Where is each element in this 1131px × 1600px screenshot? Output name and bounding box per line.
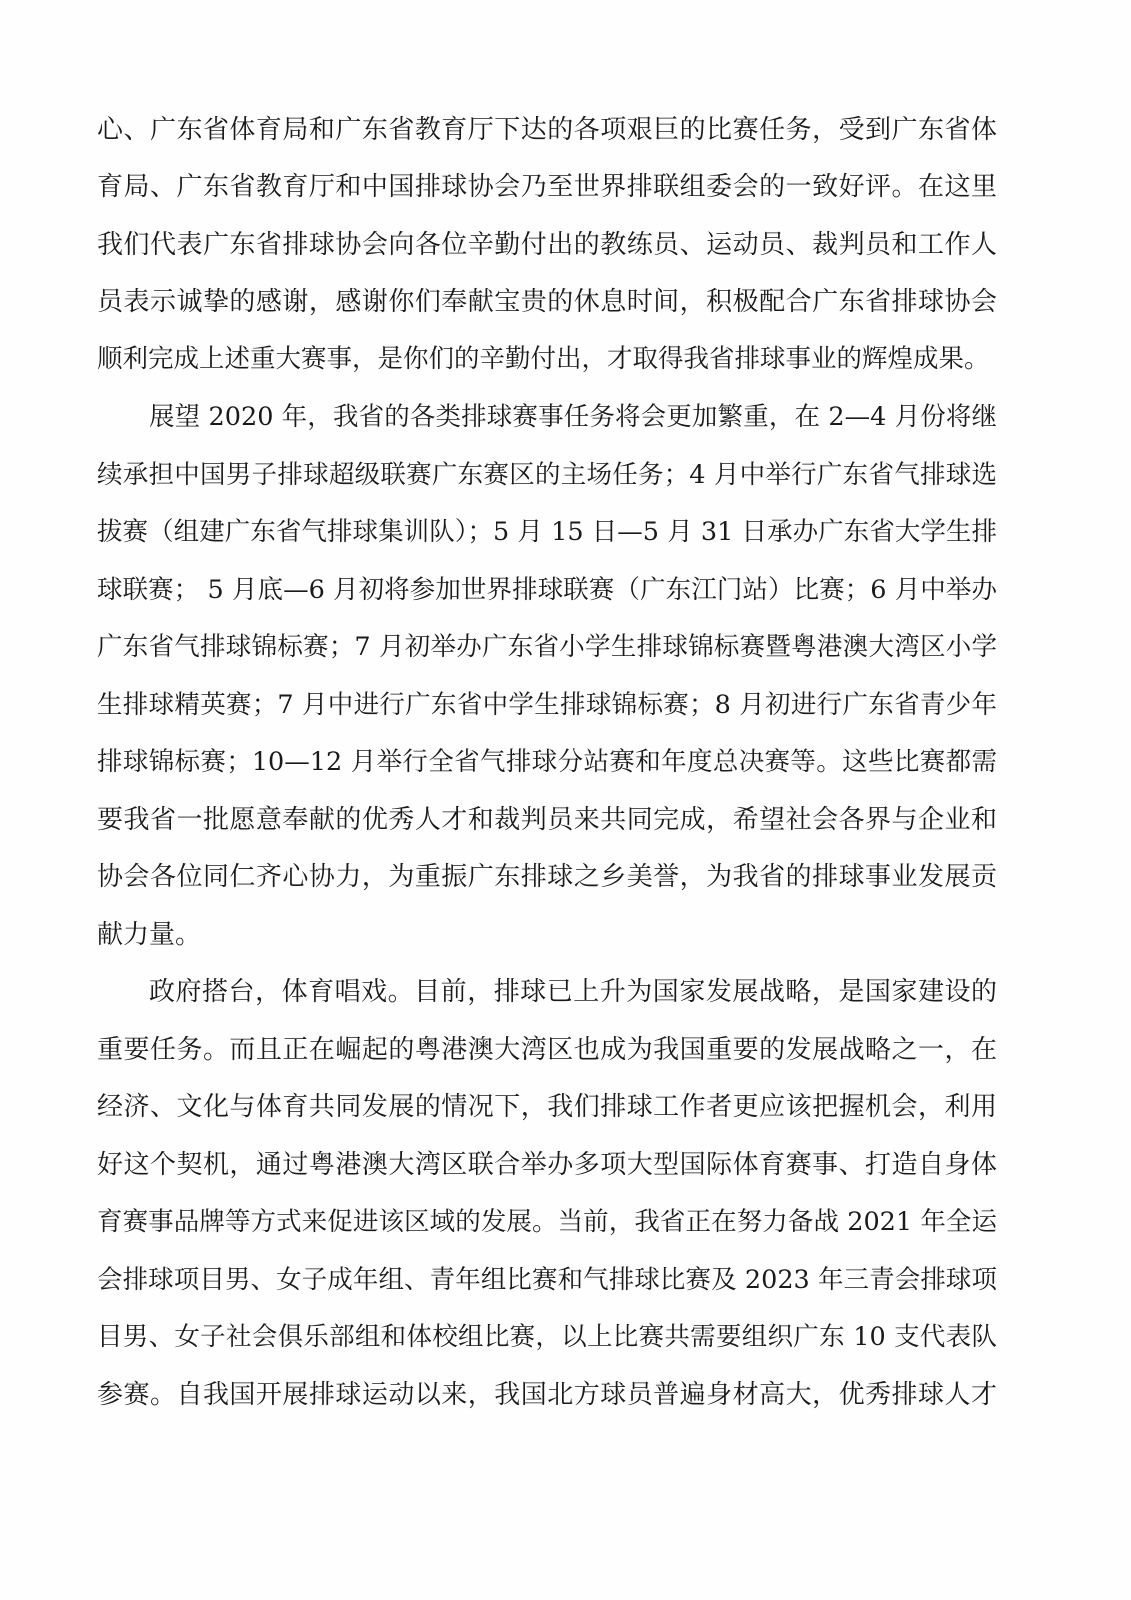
text-line: 广东省气排球锦标赛；7 月初举办广东省小学生排球锦标赛暨粤港澳大湾区小学 xyxy=(97,632,997,662)
text-line: 我们代表广东省排球协会向各位辛勤付出的教练员、运动员、裁判员和工作人 xyxy=(97,230,997,260)
text-line: 要我省一批愿意奉献的优秀人才和裁判员来共同完成，希望社会各界与企业和 xyxy=(97,805,997,835)
text-line: 展望 2020 年，我省的各类排球赛事任务将会更加繁重，在 2—4 月份将继 xyxy=(149,402,997,432)
text-line: 好这个契机，通过粤港澳大湾区联合举办多项大型国际体育赛事、打造自身体 xyxy=(97,1150,997,1180)
text-line: 员表示诚挚的感谢，感谢你们奉献宝贵的休息时间，积极配合广东省排球协会 xyxy=(97,287,997,317)
text-line: 育局、广东省教育厅和中国排球协会乃至世界排联组委会的一致好评。在这里 xyxy=(97,172,997,202)
text-line: 参赛。自我国开展排球运动以来，我国北方球员普遍身材高大，优秀排球人才 xyxy=(97,1380,997,1410)
text-line: 拔赛（组建广东省气排球集训队）；5 月 15 日—5 月 31 日承办广东省大学生排 xyxy=(97,517,997,547)
text-line: 育赛事品牌等方式来促进该区域的发展。当前，我省正在努力备战 2021 年全运 xyxy=(97,1207,997,1237)
text-line: 会排球项目男、女子成年组、青年组比赛和气排球比赛及 2023 年三青会排球项 xyxy=(97,1265,997,1295)
text-line: 生排球精英赛；7 月中进行广东省中学生排球锦标赛；8 月初进行广东省青少年 xyxy=(97,690,997,720)
text-line: 献力量。 xyxy=(97,920,202,950)
text-line: 球联赛； 5 月底—6 月初将参加世界排球联赛（广东江门站）比赛；6 月中举办 xyxy=(97,575,997,605)
text-line: 顺利完成上述重大赛事，是你们的辛勤付出，才取得我省排球事业的辉煌成果。 xyxy=(97,344,990,374)
text-line: 排球锦标赛；10—12 月举行全省气排球分站赛和年度总决赛等。这些比赛都需 xyxy=(97,747,997,777)
text-line: 心、广东省体育局和广东省教育厅下达的各项艰巨的比赛任务，受到广东省体 xyxy=(97,115,997,145)
text-line: 协会各位同仁齐心协力，为重振广东排球之乡美誉，为我省的排球事业发展贡 xyxy=(97,862,997,892)
text-line: 政府搭台，体育唱戏。目前，排球已上升为国家发展战略，是国家建设的 xyxy=(149,977,997,1007)
text-line: 重要任务。而且正在崛起的粤港澳大湾区也成为我国重要的发展战略之一，在 xyxy=(97,1035,997,1065)
text-line: 续承担中国男子排球超级联赛广东赛区的主场任务；4 月中举行广东省气排球选 xyxy=(97,460,997,490)
text-line: 经济、文化与体育共同发展的情况下，我们排球工作者更应该把握机会，利用 xyxy=(97,1092,997,1122)
text-line: 目男、女子社会俱乐部组和体校组比赛，以上比赛共需要组织广东 10 支代表队 xyxy=(97,1322,997,1352)
